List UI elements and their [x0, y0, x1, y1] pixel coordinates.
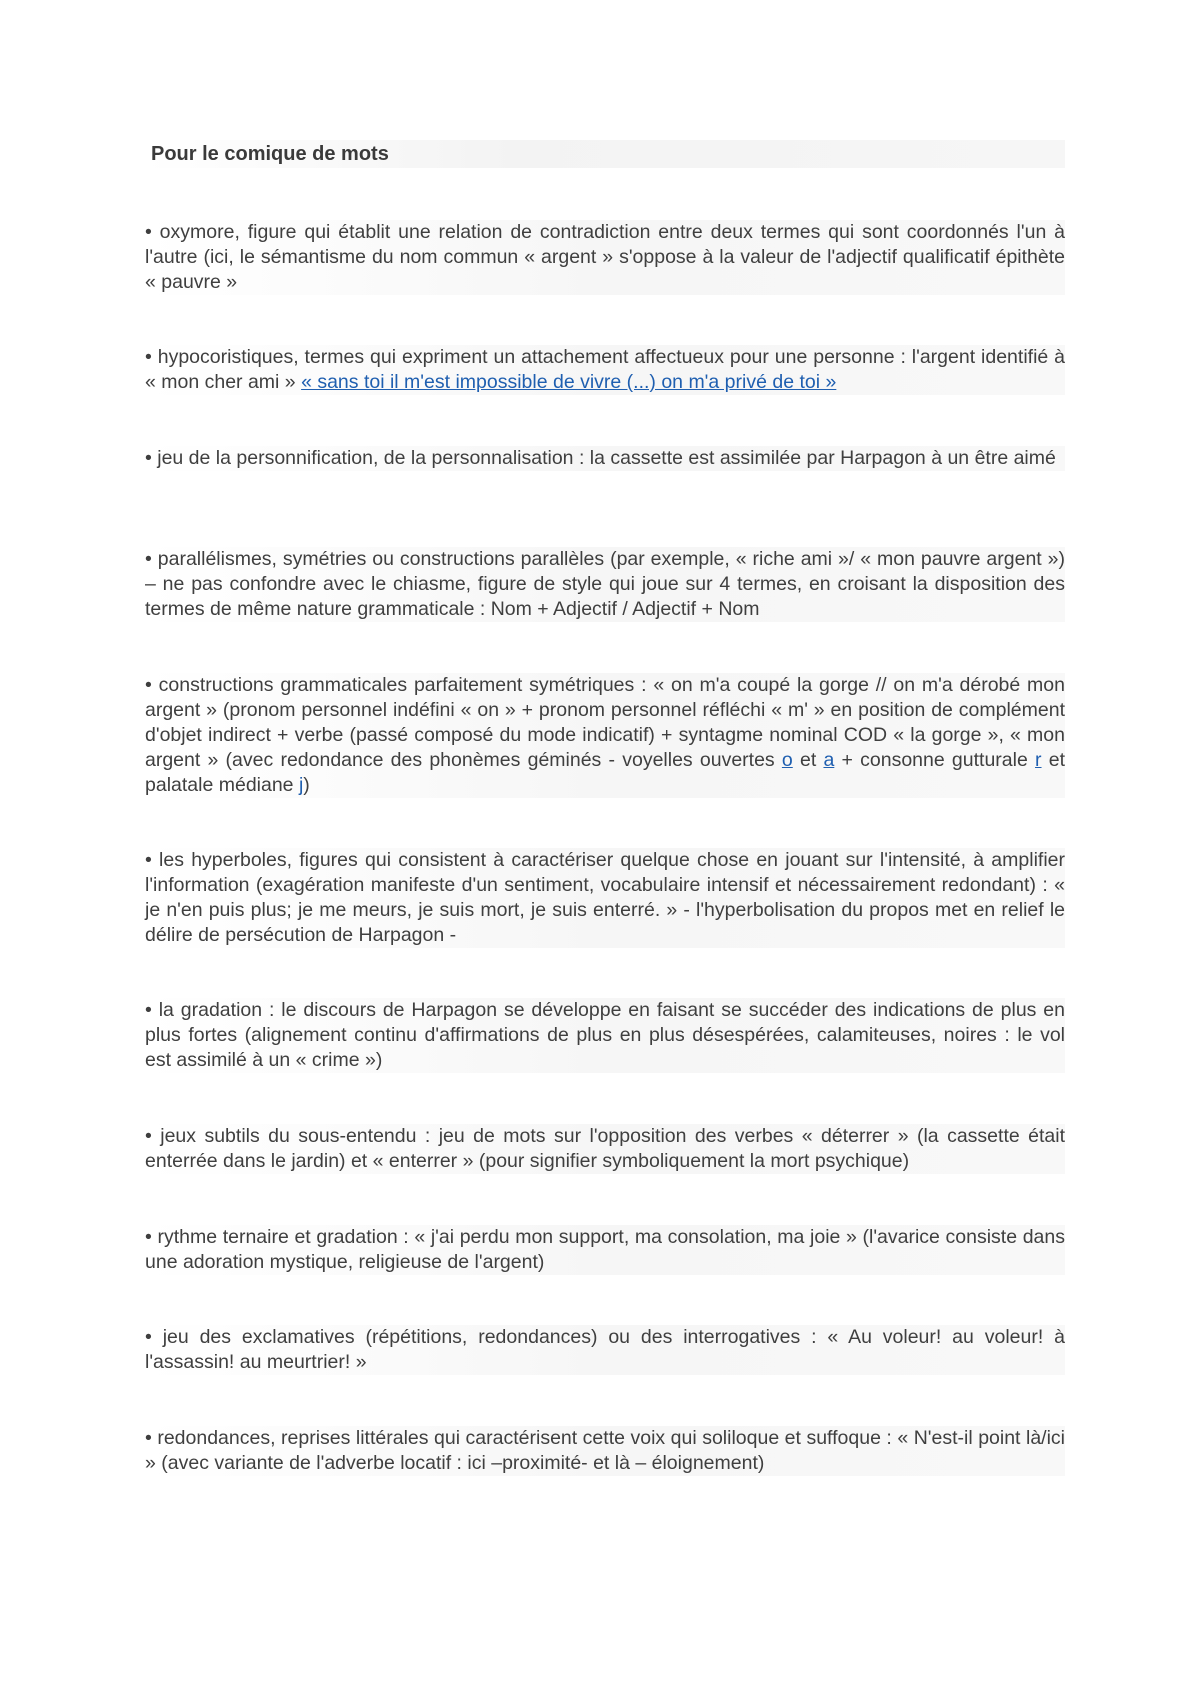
- paragraph-exclamatives: [145, 1325, 1065, 1375]
- paragraph-sous-entendu: [145, 1124, 1065, 1174]
- paragraph-oxymore: [145, 220, 1065, 295]
- paragraph-text: • jeu de la personnification, de la personnalisation : la cassette est assimilée par Harpagon à un être aimé: [145, 447, 1056, 469]
- paragraph-parallelismes: [145, 547, 1065, 622]
- paragraph-text: • oxymore, figure qui établit une relation de contradiction entre deux termes qui sont coordonnés l'un à l'autre (ici, le sémantisme du nom commun « argent » s'oppose à la valeur de l'adjectif qualificatif épithète « pauvre »: [145, 221, 1065, 293]
- paragraph-text: • hypocoristiques, termes qui expriment un attachement affectueux pour une personne : l'argent identifié à « mon cher ami »: [145, 346, 1065, 393]
- paragraph-text: et palatale médiane: [145, 749, 1066, 796]
- paragraph-text: • rythme ternaire et gradation : « j'ai perdu mon support, ma consolation, ma joie » (l'avarice consiste dans une adoration mystique, religieuse de l'argent): [145, 1226, 1065, 1273]
- paragraph-text: et: [792, 749, 824, 771]
- paragraph-text: • jeux subtils du sous-entendu : jeu de mots sur l'opposition des verbes « déterrer » (la cassette était enterrée dans le jardin) et « enterrer » (pour signifier symboliquement la mort psychique): [145, 1125, 1065, 1172]
- paragraph-gradation: [145, 998, 1065, 1073]
- paragraph-text: • la gradation : le discours de Harpagon se développe en faisant se succéder des indications de plus en plus fortes (alignement continu d'affirmations de plus en plus désespérées, calamiteuses, noires : le vol est assimilé à un « crime »): [145, 999, 1065, 1071]
- phoneme-link-o[interactable]: o: [781, 749, 793, 771]
- paragraph-hyperboles: [145, 848, 1065, 948]
- section-title: Pour le comique de mots: [145, 140, 1065, 168]
- paragraph-text: • redondances, reprises littérales qui caractérisent cette voix qui soliloque et suffoque : « N'est-il point là/ici » (avec variante de l'adverbe locatif : ici –proximité- et là – éloignement): [145, 1427, 1065, 1474]
- paragraph-redondances: [145, 1426, 1065, 1476]
- paragraph-constructions: [145, 673, 1065, 798]
- paragraph-text: • constructions grammaticales parfaitement symétriques : « on m'a coupé la gorge // on m'a dérobé mon argent » (pronom personnel indéfini « on » + pronom personnel réfléchi « m' » en position de complément d'objet indirect + verbe (passé composé du mode indicatif) + syntagme nominal COD « la gorge », « mon argent » (avec redondance des phonèmes géminés - voyelles ouvertes: [145, 674, 1065, 771]
- paragraph-text: + consonne gutturale: [834, 749, 1036, 771]
- phoneme-link-j[interactable]: j: [298, 774, 304, 796]
- paragraph-hypocoristiques: [145, 345, 1065, 395]
- paragraph-personnification: [145, 446, 1065, 471]
- paragraph-text: ): [303, 774, 310, 796]
- phoneme-link-r[interactable]: r: [1035, 749, 1042, 771]
- phoneme-link-a[interactable]: a: [823, 749, 835, 771]
- quote-link[interactable]: « sans toi il m'est impossible de vivre (...) on m'a privé de toi »: [301, 371, 837, 393]
- paragraph-text: • jeu des exclamatives (répétitions, redondances) ou des interrogatives : « Au voleur! au voleur! à l'assassin! au meurtrier! »: [145, 1326, 1065, 1373]
- paragraph-text: • les hyperboles, figures qui consistent à caractériser quelque chose en jouant sur l'intensité, à amplifier l'information (exagération manifeste d'un sentiment, vocabulaire intensif et nécessairement redondant) : « je n'en puis plus; je me meurs, je suis mort, je suis enterré. » - l'hyperbolisation du propos met en relief le délire de persécution de Harpagon -: [145, 849, 1065, 946]
- paragraph-text: • parallélismes, symétries ou constructions parallèles (par exemple, « riche ami »/ « mon pauvre argent ») – ne pas confondre avec le chiasme, figure de style qui joue sur 4 termes, en croisant la disposition des termes de même nature grammaticale : Nom + Adjectif / Adjectif + Nom: [145, 548, 1065, 620]
- paragraph-rythme-ternaire: [145, 1225, 1065, 1275]
